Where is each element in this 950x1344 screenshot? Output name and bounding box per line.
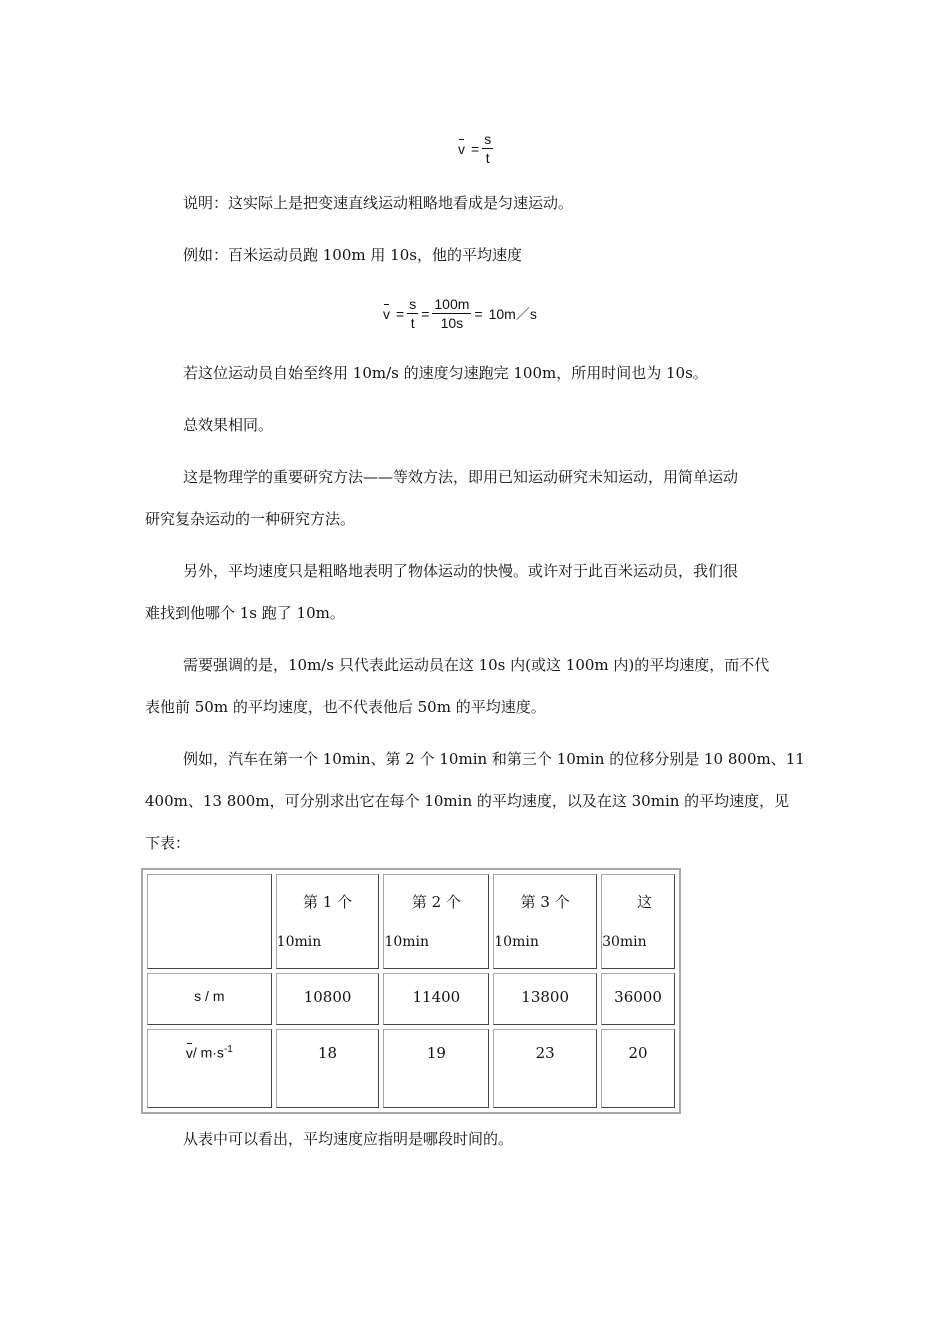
paragraph-same-effect: 总效果相同。 [183,416,274,434]
velocity-table [141,868,681,1114]
v-bar-symbol: v [458,140,465,157]
fraction-s-over-t [407,296,418,331]
formula-example-calculation [380,296,540,331]
cell-value: 20 [628,1044,648,1063]
denominator: t [410,315,415,331]
v-bar-symbol: v [383,305,390,322]
unit-text: / m·s [192,1044,224,1061]
paragraph-uniform-run: 若这位运动员自始至终用 10m/s 的速度匀速跑完 100m，所用时间也为 10s。 [183,364,708,382]
cell-value: 11400 [412,987,461,1006]
formula-result: 10m／s [488,305,537,322]
paragraph-car-example-line2: 400m、13 800m，可分别求出它在每个 10min 的平均速度，以及在这 30min 的平均速度，见 [145,792,790,810]
table-cell [276,1029,380,1108]
paragraph-rough-speed-line1: 另外，平均速度只是粗略地表明了物体运动的快慢。或许对于此百米运动员，我们很 [183,562,739,580]
equals-sign: = [396,305,405,322]
table-corner-cell [147,874,272,969]
header-top: 第 3 个 [520,893,570,911]
table-cell [493,973,597,1025]
paragraph-equivalent-method-line2: 研究复杂运动的一种研究方法。 [145,510,356,528]
table-cell [276,973,380,1025]
header-bottom: 10min [494,934,539,950]
header-top: 第 2 个 [411,893,461,911]
table-cell [601,1029,675,1108]
fraction-s-over-t [482,131,493,166]
paragraph-car-example-line1: 例如，汽车在第一个 10min、第 2 个 10min 和第三个 10min 的位移分别是 10 800m、11 [183,750,805,768]
denominator: t [485,150,490,166]
table-cell [383,973,489,1025]
cell-value: 13800 [521,987,570,1006]
header-top: 第 1 个 [303,893,353,911]
paragraph-explanation: 说明：这实际上是把变速直线运动粗略地看成是匀速运动。 [183,194,574,212]
table-header-row [147,874,675,969]
table-header-cell [601,874,675,969]
paragraph-emphasis-line1: 需要强调的是，10m/s 只代表此运动员在这 10s 内(或这 100m 内)的平均速度，而不代 [183,656,770,674]
paragraph-equivalent-method-line1: 这是物理学的重要研究方法——等效方法，即用已知运动研究未知运动，用简单运动 [183,468,739,486]
table-header-cell [493,874,597,969]
header-bottom: 10min [276,934,322,950]
row-label-cell [147,1029,272,1108]
table-cell [601,973,675,1025]
table-row [147,1029,675,1108]
row-label-cell [147,973,272,1025]
header-bottom: 30min [602,934,647,950]
paragraph-example: 例如：百米运动员跑 100m 用 10s，他的平均速度 [183,246,522,264]
fraction-100m-over-10s [432,296,471,331]
cell-value: 10800 [303,987,352,1006]
numerator: s [484,131,492,147]
table-cell [493,1029,597,1108]
table-cell [383,1029,489,1108]
unit-exponent: -1 [223,1044,233,1056]
cell-value: 23 [535,1044,555,1063]
row-label-displacement: s / m [194,987,225,1004]
equals-sign: = [474,305,483,322]
equals-sign: = [471,140,480,157]
cell-value: 19 [426,1044,446,1063]
paragraph-emphasis-line2: 表他前 50m 的平均速度，也不代表他后 50m 的平均速度。 [145,698,546,716]
paragraph-conclusion: 从表中可以看出，平均速度应指明是哪段时间的。 [183,1130,514,1148]
cell-value: 36000 [614,987,662,1006]
denominator: 10s [440,315,464,331]
numerator: s [409,296,417,312]
table-header-cell [276,874,380,969]
header-bottom: 10min [384,934,430,950]
paragraph-rough-speed-line2: 难找到他哪个 1s 跑了 10m。 [145,604,345,622]
paragraph-car-example-line3: 下表： [145,834,191,852]
header-top: 这 [636,893,652,911]
v-bar-symbol: v [185,1044,193,1061]
table-row [147,973,675,1025]
table-header-cell [383,874,489,969]
equals-sign: = [421,305,430,322]
formula-average-velocity [455,131,493,166]
numerator: 100m [434,296,470,312]
cell-value: 18 [318,1044,338,1063]
row-label-velocity [148,1044,271,1061]
